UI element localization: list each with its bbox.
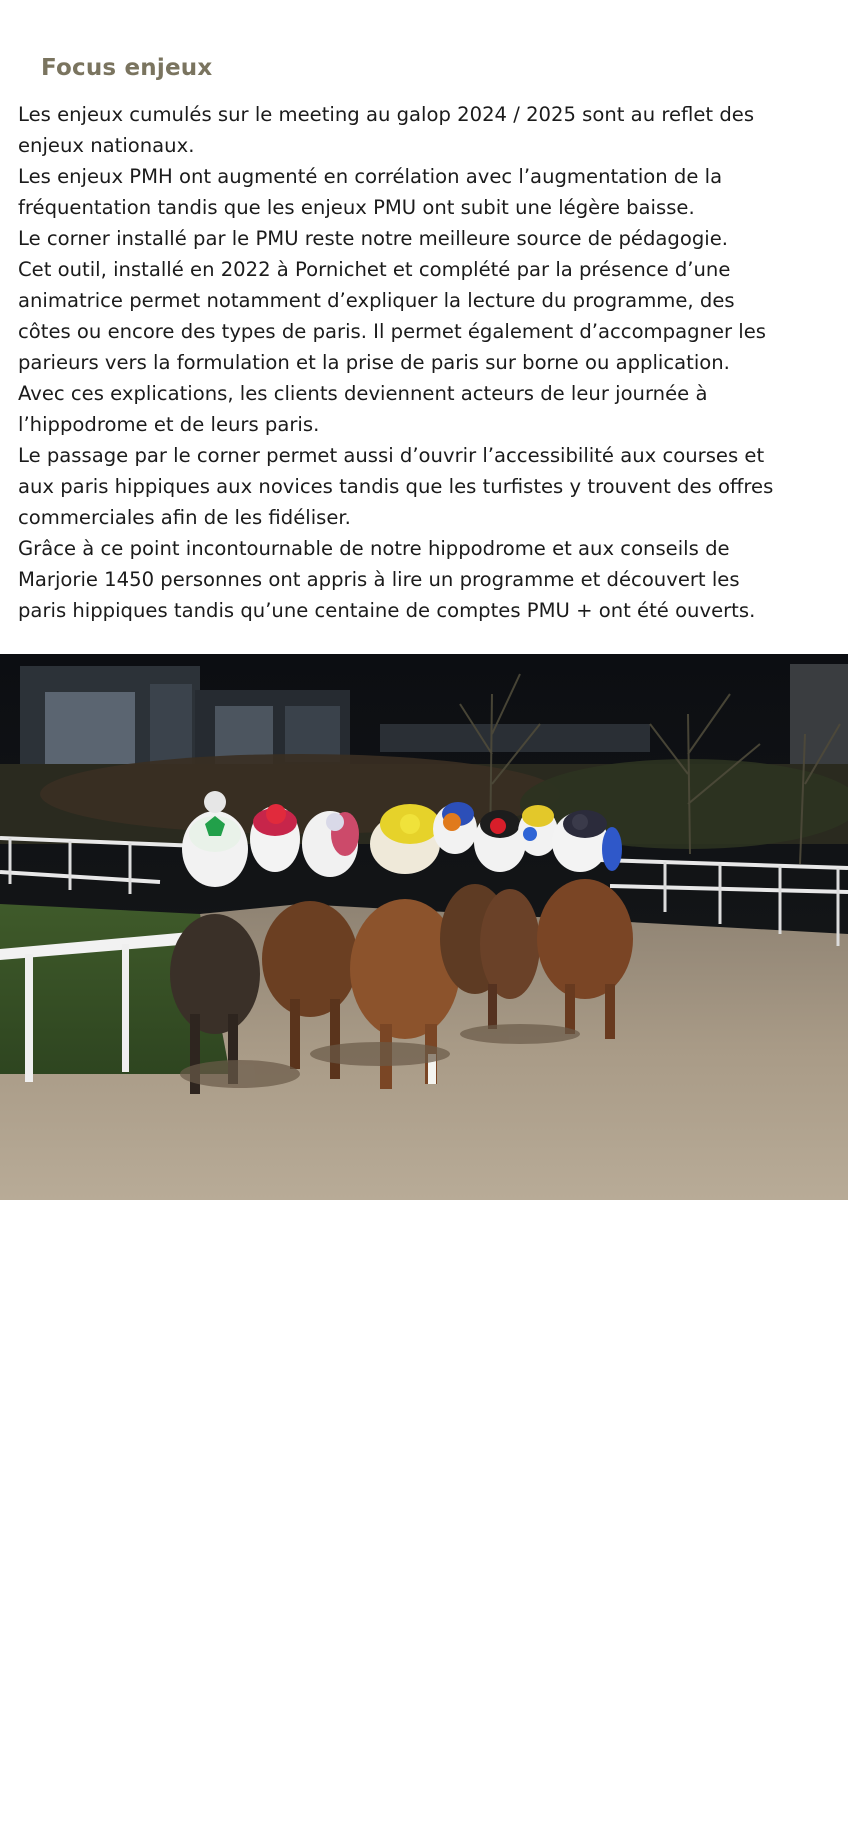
- horse-race-photo: [0, 654, 848, 1800]
- text-line: aux paris hippiques aux novices tandis que les turfistes y trouvent des offres: [18, 475, 774, 498]
- section-heading: Focus enjeux: [41, 55, 213, 81]
- text-line: l’hippodrome et de leurs paris.: [18, 413, 320, 436]
- body-paragraph: [18, 99, 838, 626]
- logo-horse-icon: [366, 1770, 478, 1834]
- text-line: Cet outil, installé en 2022 à Pornichet et complété par la présence d’une: [18, 258, 731, 281]
- text-line: Les enjeux cumulés sur le meeting au galop 2024 / 2025 sont au reflet des: [18, 103, 755, 126]
- text-line: enjeux nationaux.: [18, 134, 195, 157]
- text-line: Le corner installé par le PMU reste notre meilleure source de pédagogie.: [18, 227, 729, 250]
- text-line: parieurs vers la formulation et la prise de paris sur borne ou application.: [18, 351, 730, 374]
- text-line: côtes ou encore des types de paris. Il permet également d’accompagner les: [18, 320, 766, 343]
- hippodrome-logo: [366, 1770, 478, 1834]
- text-line: Les enjeux PMH ont augmenté en corrélation avec l’augmentation de la: [18, 165, 723, 188]
- logo-line-2: PORNICHET: [370, 1784, 458, 1800]
- text-line: commerciales afin de les fidéliser.: [18, 506, 351, 529]
- text-line: paris hippiques tandis qu’une centaine de comptes PMU + ont été ouverts.: [18, 599, 756, 622]
- text-line: Marjorie 1450 personnes ont appris à lire un programme et découvert les: [18, 568, 740, 591]
- text-line: fréquentation tandis que les enjeux PMU ont subit une légère baisse.: [18, 196, 695, 219]
- logo-line-1: HIPPODROME: [370, 1770, 451, 1784]
- text-line: animatrice permet notamment d’expliquer la lecture du programme, des: [18, 289, 735, 312]
- text-line: Grâce à ce point incontournable de notre hippodrome et aux conseils de: [18, 537, 730, 560]
- text-line: Avec ces explications, les clients deviennent acteurs de leur journée à: [18, 382, 708, 405]
- text-line: Le passage par le corner permet aussi d’ouvrir l’accessibilité aux courses et: [18, 444, 765, 467]
